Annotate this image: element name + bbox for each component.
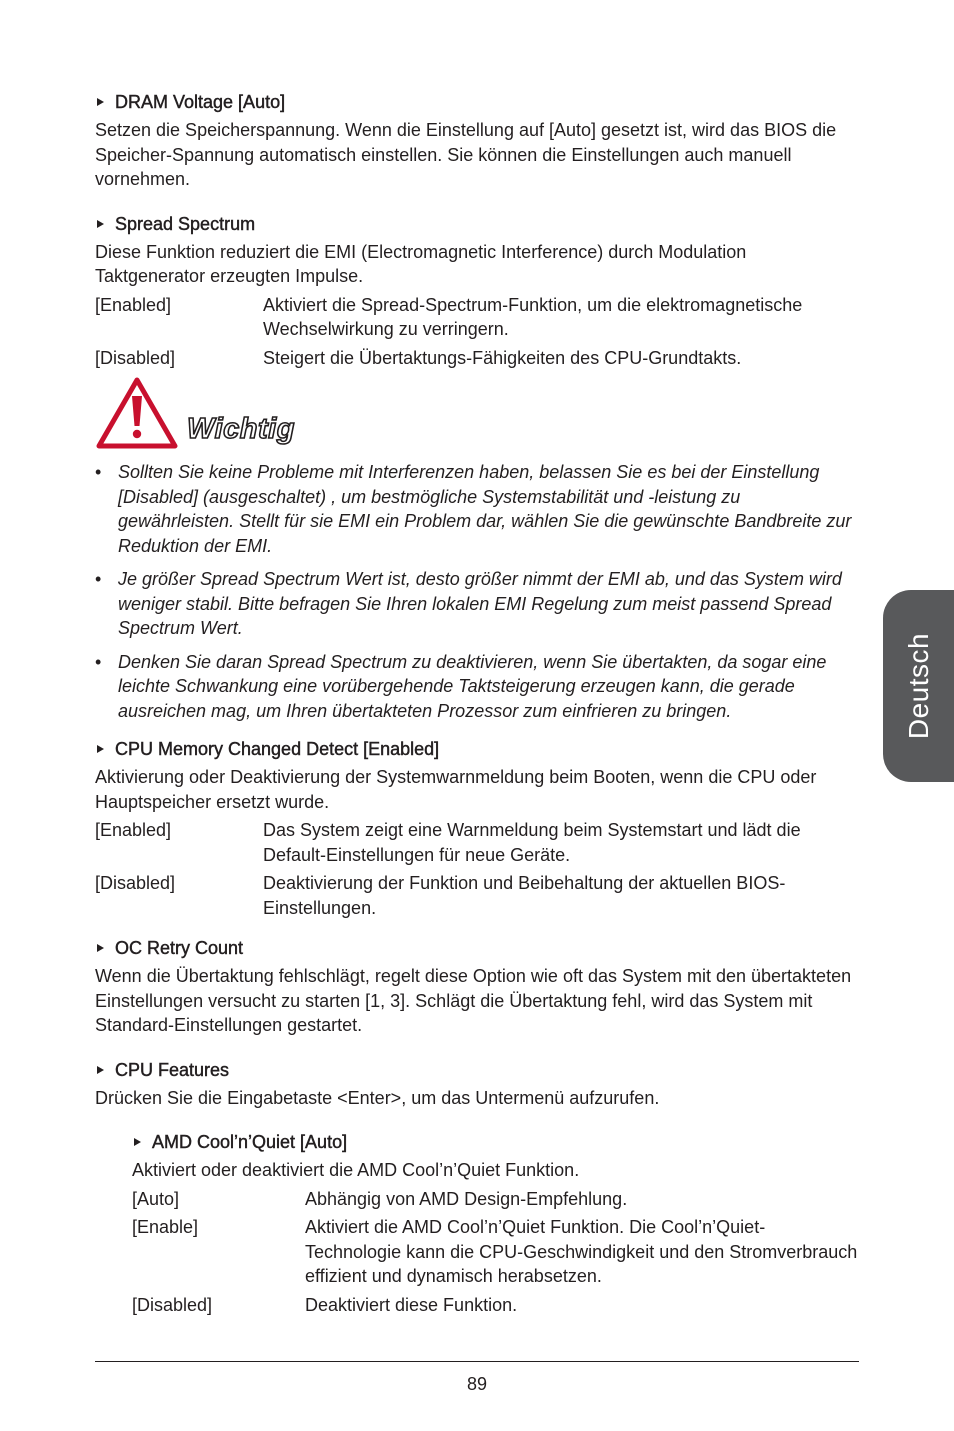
triangle-bullet-icon [97, 98, 104, 106]
section-body: Aktiviert oder deaktiviert die AMD Cool’n’Quiet Funktion. [132, 1160, 580, 1180]
option-row [132, 1293, 860, 1318]
bullet-dot: • [95, 462, 102, 482]
subsection-amd-cool-n-quiet [132, 1130, 860, 1317]
heading-text: Spread Spectrum [115, 213, 256, 234]
option-row [95, 293, 860, 342]
important-bullets [95, 460, 860, 723]
triangle-bullet-icon [97, 220, 104, 228]
option-key: [Disabled] [95, 347, 176, 368]
heading-text: DRAM Voltage [Auto] [115, 92, 286, 112]
section-heading-dram-voltage [95, 90, 860, 114]
option-key: [Auto] [132, 1188, 180, 1209]
option-key: [Disabled] [132, 1294, 213, 1315]
section-body: Aktivierung oder Deaktivierung der Systemwarnmeldung beim Booten, wenn die CPU oder Hauptspeicher ersetzt wurde. [95, 767, 817, 812]
list-item [95, 460, 860, 558]
section-body: Wenn die Übertaktung fehlschlägt, regelt diese Option wie oft das System mit den übertakteten Einstellungen versucht zu starten [1, 3]. Schlägt die Übertaktung fehl, wird das System mit Standard-Einstellungen gestartet. [95, 966, 852, 1035]
option-row [95, 818, 860, 867]
section-heading-cpu-memory-changed [95, 737, 860, 761]
bullet-dot: • [95, 569, 102, 589]
section-heading-oc-retry-count [95, 936, 860, 960]
heading-text: OC Retry Count [115, 938, 244, 958]
option-key: [Disabled] [95, 873, 176, 893]
language-tab-label: Deutsch [902, 632, 934, 740]
subsection-heading [132, 1130, 860, 1154]
list-item [95, 567, 860, 641]
option-row [132, 1187, 860, 1212]
section-heading-cpu-features [95, 1058, 860, 1082]
heading-text: CPU Features [115, 1059, 230, 1080]
option-value: Deaktivierung der Funktion und Beibehaltung der aktuellen BIOS-Einstellungen. [263, 873, 786, 918]
heading-text: AMD Cool’n’Quiet [Auto] [152, 1132, 348, 1152]
triangle-bullet-icon [97, 944, 104, 952]
section-body: Setzen die Speicherspannung. Wenn die Einstellung auf [Auto] gesetzt ist, wird das BIOS die Speicher-Spannung automatisch einstellen. Sie können die Einstellungen auch manuell vornehmen. [95, 120, 837, 189]
section-body: Drücken Sie die Eingabetaste <Enter>, um das Untermenü aufzurufen. [95, 1087, 660, 1108]
option-value: Abhängig von AMD Design-Empfehlung. [305, 1188, 628, 1209]
warning-triangle-icon [95, 376, 179, 452]
option-key: [Enabled] [95, 820, 172, 840]
triangle-bullet-icon [97, 1066, 104, 1074]
option-value: Steigert die Übertaktungs-Fähigkeiten des CPU-Grundtakts. [263, 347, 742, 368]
option-row [95, 871, 860, 920]
option-key: [Enabled] [95, 294, 172, 315]
option-value: Aktiviert die AMD Cool’n’Quiet Funktion. Die Cool’n’Quiet-Technologie kann die CPU-Geschwindigkeit und den Stromverbrauch effizient und dynamisch herabsetzen. [305, 1217, 858, 1286]
language-side-tab [883, 590, 954, 782]
option-row [132, 1215, 860, 1289]
list-item [95, 650, 860, 724]
option-key: [Enable] [132, 1217, 199, 1237]
bullet-text: Sollten Sie keine Probleme mit Interferenzen haben, belassen Sie es bei der Einstellung [Disabled] (ausgeschaltet) , um bestmögliche Systemstabilität und -leistung zu gewährleisten. Stellt für sie EMI ein Problem dar, wählen Sie die gewünschte Bandbreite zur Reduktion der EMI. [118, 462, 852, 556]
page-content [95, 90, 860, 1317]
bullet-text: Denken Sie daran Spread Spectrum zu deaktivieren, wenn Sie übertakten, da sogar eine leichte Schwankung eine vorübergehende Taktsteigerung erzeugen kann, die gerade ausreichen mag, um Ihren übertakteten Prozessor zum einfrieren zu bringen. [118, 651, 827, 721]
option-value: Deaktiviert diese Funktion. [305, 1294, 518, 1315]
option-value: Aktiviert die Spread-Spectrum-Funktion, um die elektromagnetische Wechselwirkung zu verringern. [263, 294, 803, 339]
page-number: 89 [466, 1374, 488, 1394]
important-note-header [95, 376, 860, 452]
triangle-bullet-icon [97, 745, 104, 753]
important-label: Wichtig [187, 413, 295, 445]
bullet-text: Je größer Spread Spectrum Wert ist, desto größer nimmt der EMI ab, und das System wird weniger stabil. Bitte befragen Sie Ihren lokalen EMI Regelung zum meist passend Spread Spectrum Wert. [118, 569, 842, 638]
option-value: Das System zeigt eine Warnmeldung beim Systemstart und lädt die Default-Einstellungen für neue Geräte. [263, 820, 801, 865]
triangle-bullet-icon [134, 1138, 141, 1146]
section-heading-spread-spectrum [95, 212, 860, 236]
footer-divider [95, 1361, 859, 1362]
section-body: Diese Funktion reduziert die EMI (Electromagnetic Interference) durch Modulation Taktgenerator erzeugten Impulse. [95, 241, 747, 286]
heading-text: CPU Memory Changed Detect [Enabled] [115, 739, 440, 759]
option-row [95, 346, 860, 371]
bullet-dot: • [95, 651, 102, 672]
